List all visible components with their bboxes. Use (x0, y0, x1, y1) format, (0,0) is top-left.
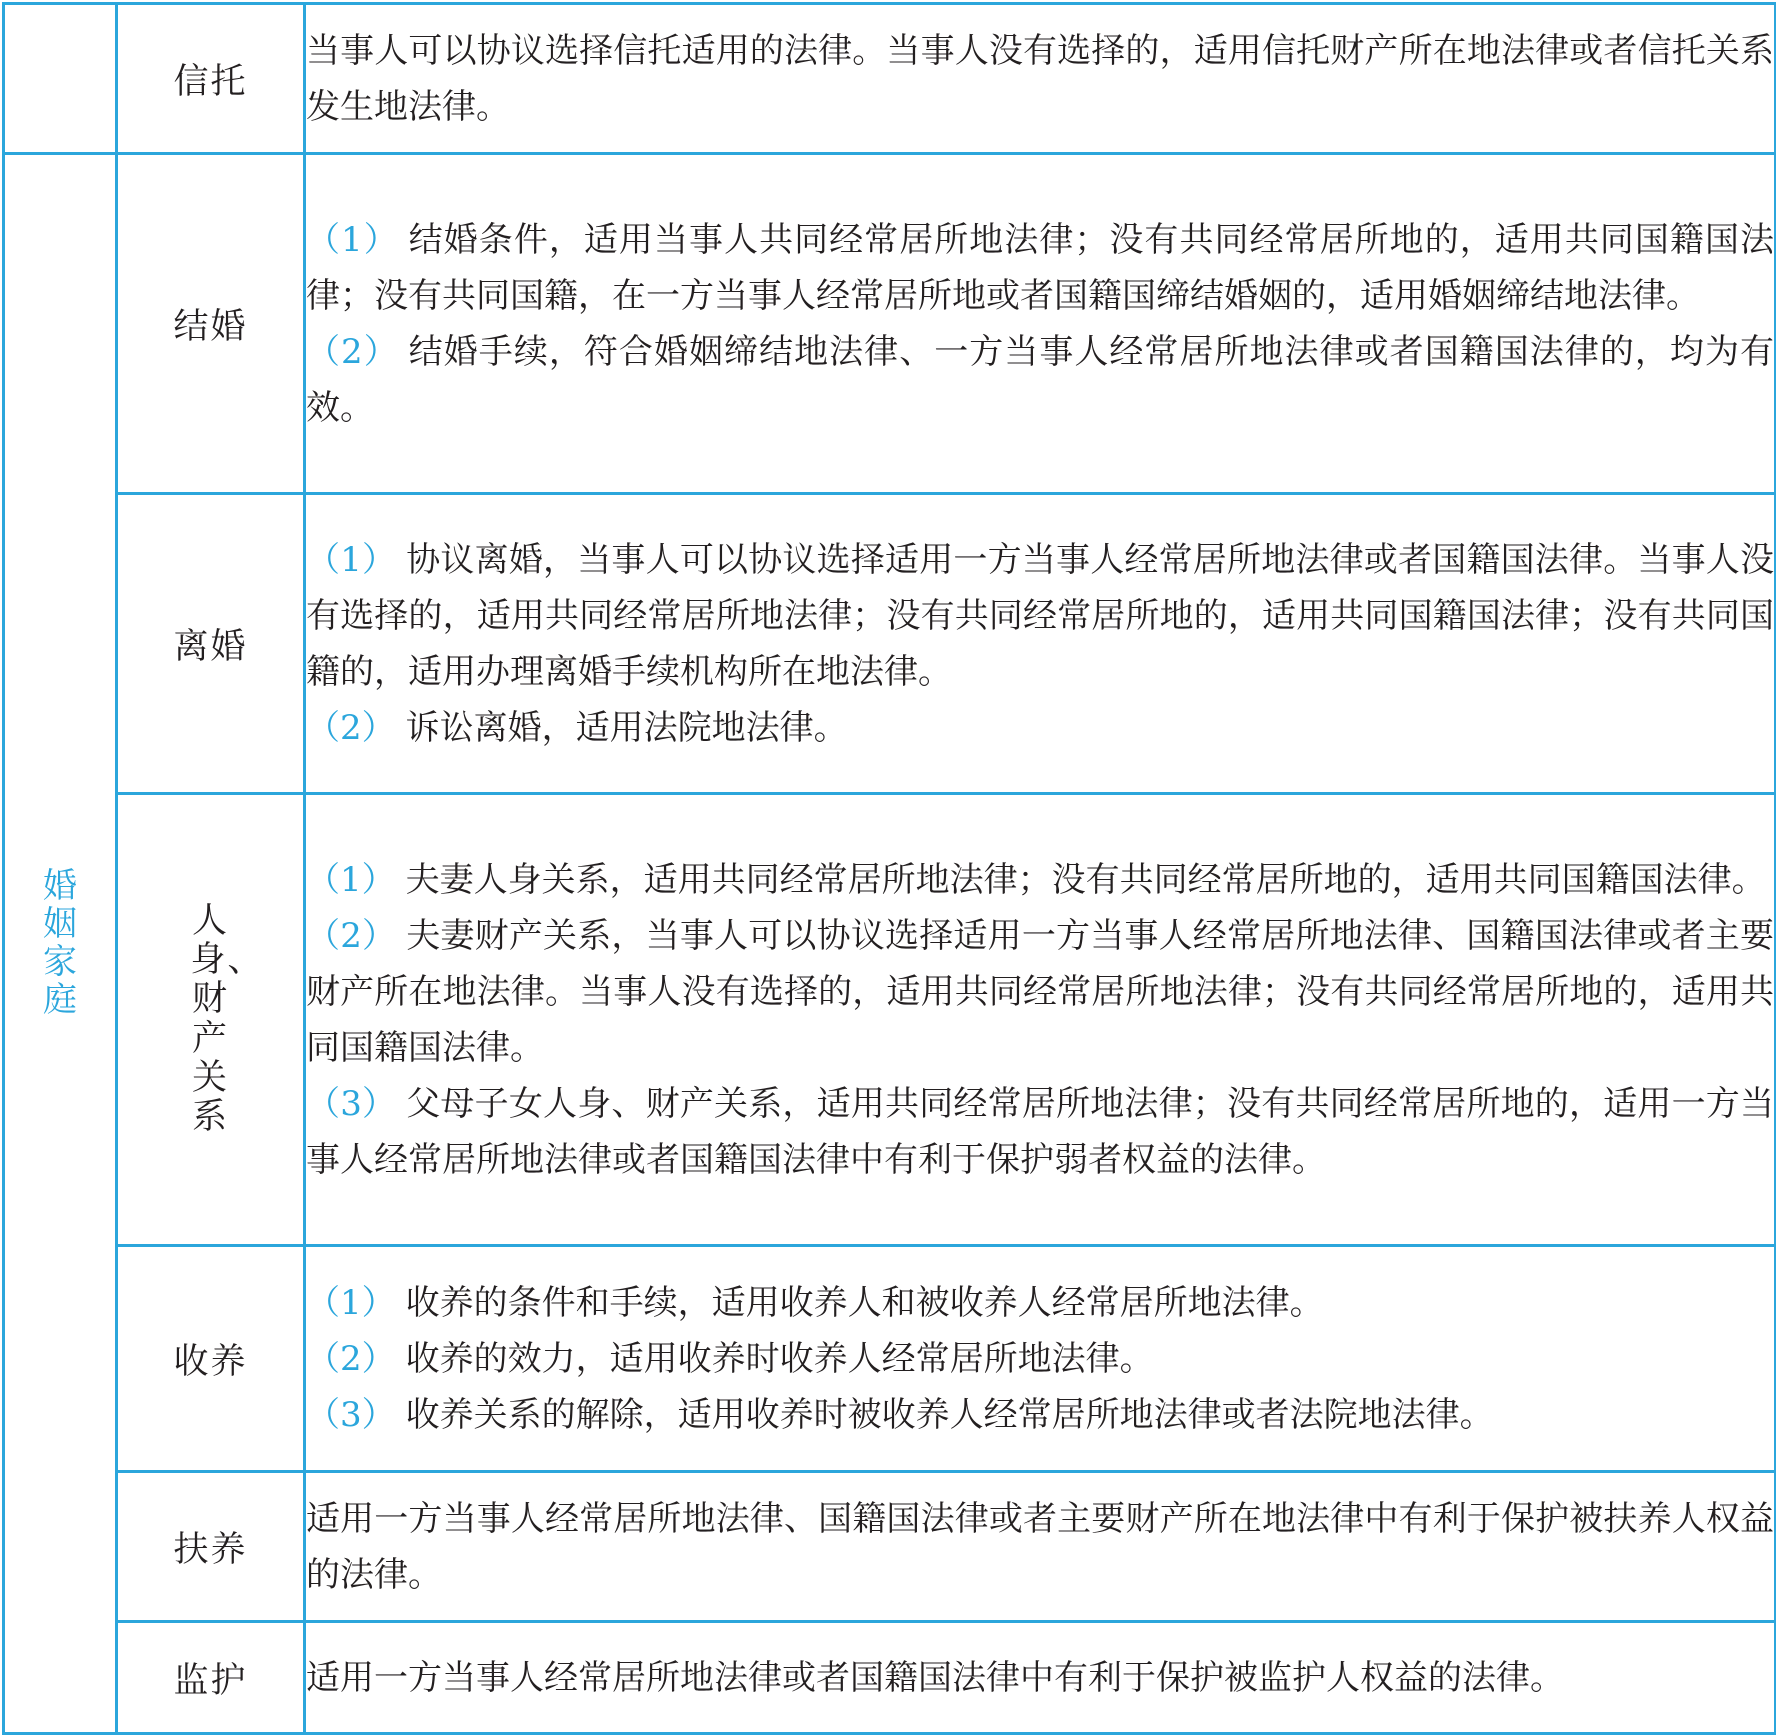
rule-paragraph: 适用一方当事人经常居所地法律或者国籍国法律中有利于保护被监护人权益的法律。 (306, 1657, 1564, 1698)
table-row (4, 1472, 1776, 1622)
rule-paragraph: （3） 父母子女人身、财产关系，适用共同经常居所地法律；没有共同经常居所地的，适用一方当事人经常居所地法律或者国籍国法律中有利于保护弱者权益的法律。 (306, 1083, 1774, 1180)
rule-paragraph: （2） 诉讼离婚，适用法院地法律。 (306, 707, 848, 748)
table-row (4, 154, 1776, 494)
table-row (4, 4, 1776, 154)
subject-cell: 离婚 (117, 494, 305, 794)
rule-paragraph: （1） 协议离婚，当事人可以协议选择适用一方当事人经常居所地法律或者国籍国法律。当事人没有选择的，适用共同经常居所地法律；没有共同经常居所地的，适用共同国籍国法律；没有共同国籍的，适用办理离婚手续机构所在地法律。 (306, 539, 1774, 692)
rule-paragraph: （1） 收养的条件和手续，适用收养人和被收养人经常居所地法律。 (306, 1282, 1324, 1323)
table-row (4, 794, 1776, 1246)
subject-cell: 人身、财产关系 (117, 794, 305, 1246)
rule-paragraph: （3） 收养关系的解除，适用收养时被收养人经常居所地法律或者法院地法律。 (306, 1394, 1494, 1435)
subject-cell: 结婚 (117, 154, 305, 494)
table-row (4, 1246, 1776, 1472)
rule-paragraph: （2） 夫妻财产关系，当事人可以协议选择适用一方当事人经常居所地法律、国籍国法律或者主要财产所在地法律。当事人没有选择的，适用共同经常居所地法律；没有共同经常居所地的，适用共同国籍国法律。 (306, 915, 1774, 1068)
law-table (2, 2, 1776, 1735)
subject-cell: 信托 (117, 4, 305, 154)
category-cell-empty (4, 4, 117, 154)
rule-cell (305, 154, 1776, 494)
subject-cell: 收养 (117, 1246, 305, 1472)
rule-cell (305, 1622, 1776, 1734)
subject-cell: 监护 (117, 1622, 305, 1734)
table-row (4, 1622, 1776, 1734)
rule-cell (305, 4, 1776, 154)
rule-cell (305, 794, 1776, 1246)
rule-cell (305, 1472, 1776, 1622)
rule-paragraph: （1） 结婚条件，适用当事人共同经常居所地法律；没有共同经常居所地的，适用共同国籍国法律；没有共同国籍，在一方当事人经常居所地或者国籍国缔结婚姻的，适用婚姻缔结地法律。 (306, 219, 1774, 316)
subject-cell: 扶养 (117, 1472, 305, 1622)
rule-paragraph: （2） 结婚手续，符合婚姻缔结地法律、一方当事人经常居所地法律或者国籍国法律的，均为有效。 (306, 331, 1774, 428)
category-label: 婚姻家庭 (43, 865, 77, 1021)
category-cell (4, 154, 117, 1734)
rule-cell (305, 494, 1776, 794)
table-row (4, 494, 1776, 794)
rule-paragraph: （2） 收养的效力，适用收养时收养人经常居所地法律。 (306, 1338, 1154, 1379)
rule-cell (305, 1246, 1776, 1472)
rule-paragraph: 适用一方当事人经常居所地法律、国籍国法律或者主要财产所在地法律中有利于保护被扶养人权益的法律。 (306, 1498, 1774, 1595)
rule-paragraph: 当事人可以协议选择信托适用的法律。当事人没有选择的，适用信托财产所在地法律或者信托关系发生地法律。 (306, 30, 1774, 127)
rule-paragraph: （1） 夫妻人身关系，适用共同经常居所地法律；没有共同经常居所地的，适用共同国籍国法律。 (306, 859, 1766, 900)
